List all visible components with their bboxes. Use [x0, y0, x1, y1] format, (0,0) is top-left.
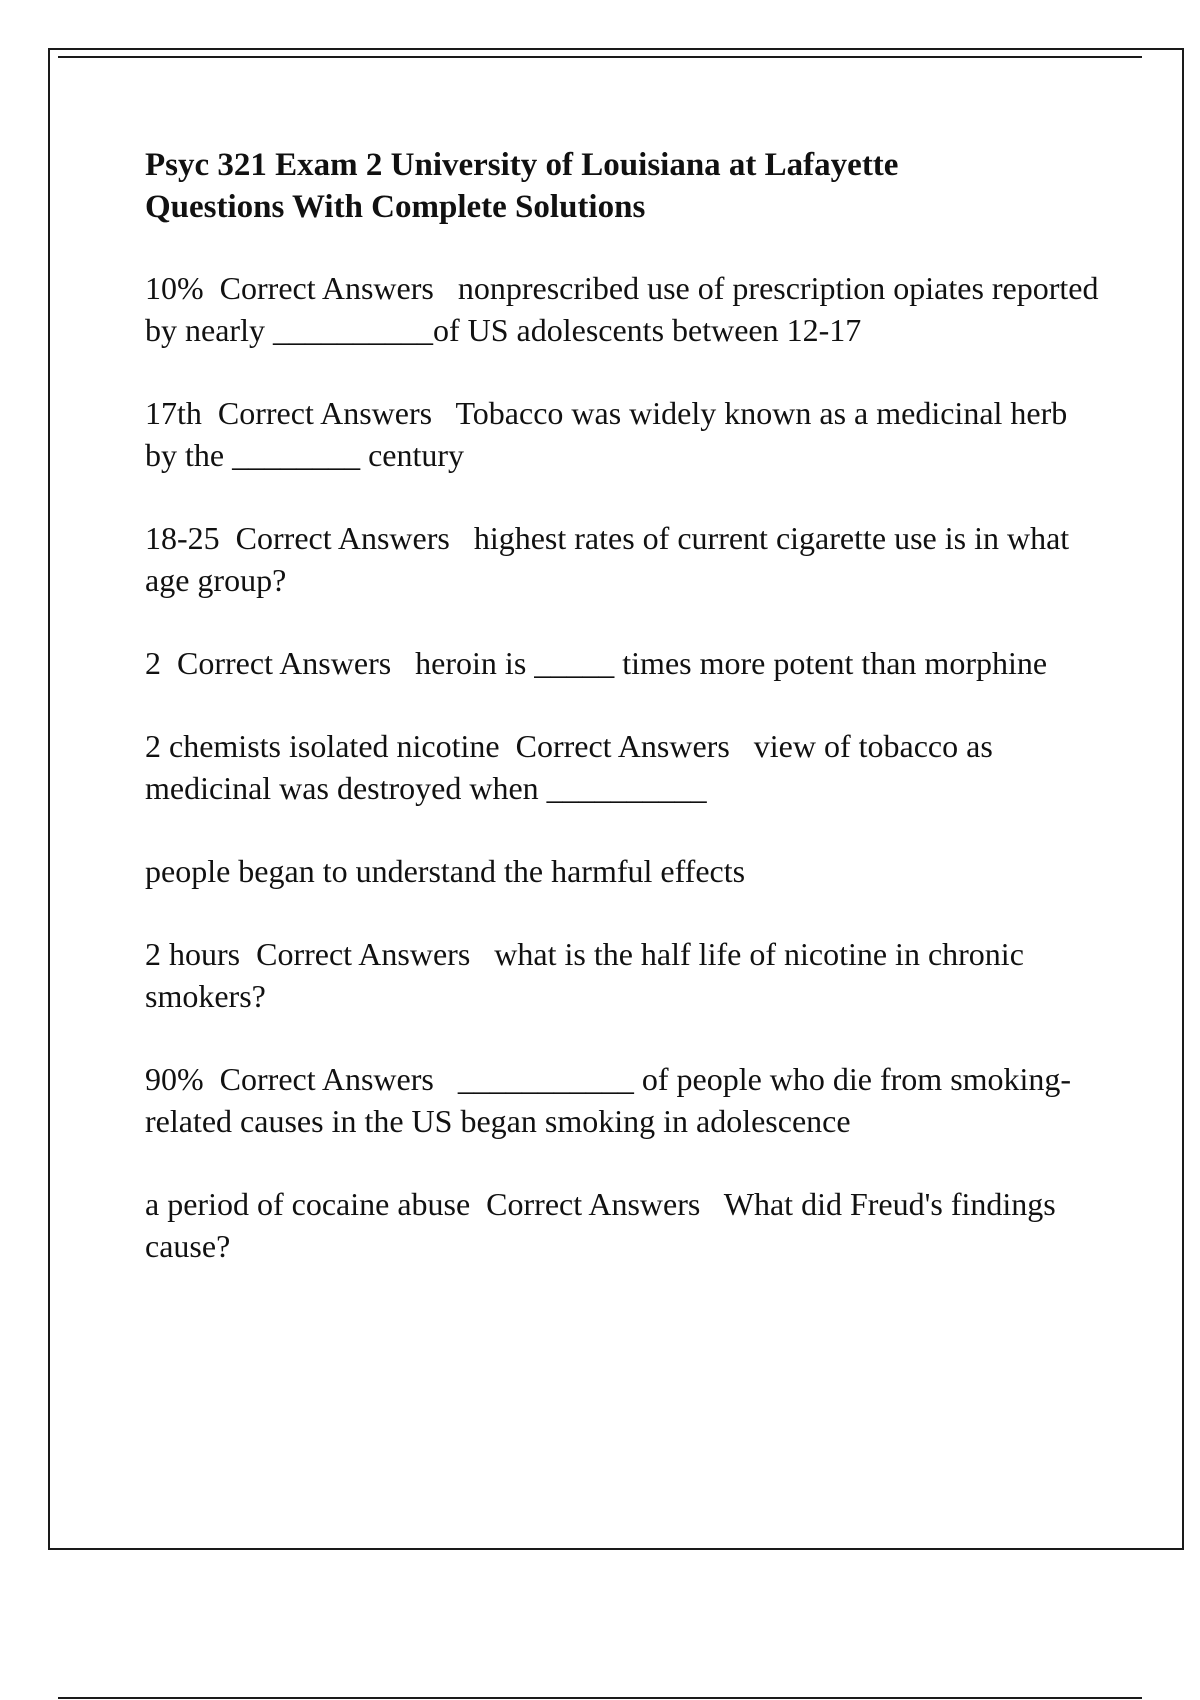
question-text: view of tobacco as medicinal was destroyed when __________: [145, 728, 993, 806]
bottom-rule: [58, 1697, 1142, 1699]
qa-item: [145, 1183, 1105, 1267]
answer-text: 90%: [145, 1061, 204, 1097]
qa-item: [145, 392, 1105, 476]
qa-item: [145, 267, 1105, 351]
question-text: What did Freud's findings cause?: [145, 1186, 1056, 1264]
question-text: Tobacco was widely known as a medicinal herb by the ________ century: [145, 395, 1068, 473]
document-title: [145, 144, 1105, 228]
qa-continuation: [145, 850, 1105, 892]
answer-text: 2: [145, 645, 161, 681]
question-text: nonprescribed use of prescription opiates reported by nearly __________of US adolescents between 12-17: [145, 270, 1099, 348]
correct-answers-label: Correct Answers: [219, 1061, 434, 1097]
document-body: [145, 144, 1105, 1308]
correct-answers-label: Correct Answers: [177, 645, 392, 681]
answer-text: a period of cocaine abuse: [145, 1186, 471, 1222]
answer-text: 10%: [145, 270, 204, 306]
qa-item: [145, 517, 1105, 601]
answer-text: 17th: [145, 395, 202, 431]
title-line-2: Questions With Complete Solutions: [145, 189, 646, 225]
correct-answers-label: Correct Answers: [515, 728, 730, 764]
question-text: what is the half life of nicotine in chronic smokers?: [145, 936, 1024, 1014]
qa-item: [145, 1058, 1105, 1142]
answer-text: 2 hours: [145, 936, 241, 972]
qa-item: [145, 725, 1105, 809]
continuation-text: people began to understand the harmful effects: [145, 853, 746, 889]
qa-item: [145, 933, 1105, 1017]
question-text: highest rates of current cigarette use is in what age group?: [145, 520, 1070, 598]
question-text: heroin is _____ times more potent than morphine: [415, 645, 1048, 681]
correct-answers-label: Correct Answers: [486, 1186, 701, 1222]
qa-item: [145, 642, 1105, 684]
correct-answers-label: Correct Answers: [256, 936, 471, 972]
correct-answers-label: Correct Answers: [235, 520, 450, 556]
question-text: ___________ of people who die from smoking-related causes in the US began smoking in adolescence: [145, 1061, 1072, 1139]
answer-text: 2 chemists isolated nicotine: [145, 728, 500, 764]
correct-answers-label: Correct Answers: [217, 395, 433, 431]
correct-answers-label: Correct Answers: [219, 270, 434, 306]
answer-text: 18-25: [145, 520, 220, 556]
title-line-1: Psyc 321 Exam 2 University of Louisiana at Lafayette: [145, 147, 899, 183]
